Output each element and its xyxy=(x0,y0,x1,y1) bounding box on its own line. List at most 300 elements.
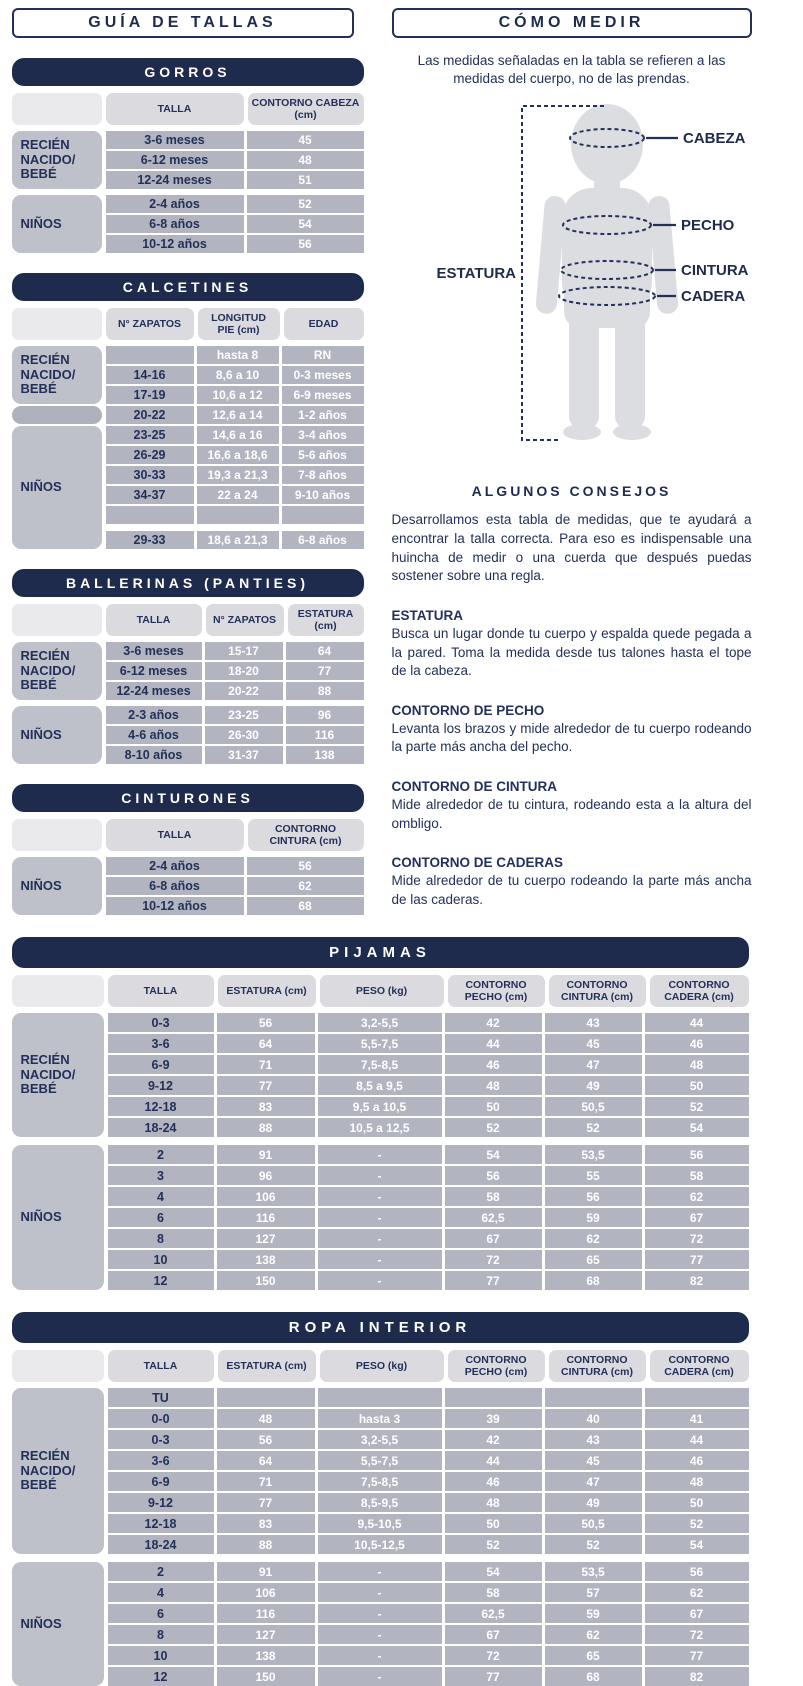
table-cell: 12-24 meses xyxy=(106,171,244,189)
table-cell: 50 xyxy=(445,1514,542,1533)
table-cell: 29-33 xyxy=(106,531,194,549)
table-cell: 54 xyxy=(645,1535,749,1554)
table-row xyxy=(108,1493,749,1512)
column-header: N° ZAPATOS xyxy=(206,604,284,636)
table-cell: 41 xyxy=(645,1409,749,1428)
table-cell xyxy=(106,506,194,524)
table-cell: 4 xyxy=(108,1187,214,1206)
como-medir-intro: Las medidas señaladas en la tabla se refieren a las medidas del cuerpo, no de las prendas. xyxy=(392,52,752,88)
table-cell: 52 xyxy=(645,1514,749,1533)
tip-heading: CONTORNO DE CINTURA xyxy=(392,779,752,794)
column-header: ESTATURA (cm) xyxy=(218,975,316,1007)
table-cell: 12-18 xyxy=(108,1097,214,1116)
table-cell: 48 xyxy=(445,1493,542,1512)
table-cell: 77 xyxy=(445,1271,542,1290)
column-header: ESTATURA (cm) xyxy=(288,604,364,636)
table-section xyxy=(12,1013,749,1137)
table-calcetines xyxy=(12,273,364,549)
table-cell: 23-25 xyxy=(205,706,283,724)
table-cell: - xyxy=(318,1250,442,1269)
column-header-empty xyxy=(12,604,102,636)
table-cell: 58 xyxy=(445,1583,542,1602)
table-cell: 6 xyxy=(108,1208,214,1227)
calcetines-banner: CALCETINES xyxy=(12,273,364,301)
table-cell: 44 xyxy=(645,1013,749,1032)
table-row xyxy=(108,1451,749,1470)
table-cell: - xyxy=(318,1667,442,1686)
table-row xyxy=(106,486,364,504)
table-cell: 50 xyxy=(645,1076,749,1095)
table-cell xyxy=(645,1388,749,1407)
table-row xyxy=(106,131,364,149)
column-header: ESTATURA (cm) xyxy=(218,1350,316,1382)
table-row xyxy=(106,195,364,213)
table-cell: 6-12 meses xyxy=(106,662,202,680)
table-cell: 54 xyxy=(445,1145,542,1164)
group-label: NIÑOS xyxy=(12,1145,104,1290)
table-row xyxy=(108,1118,749,1137)
table-cell: 12 xyxy=(108,1667,214,1686)
table-cell xyxy=(318,1388,442,1407)
table-cell: 56 xyxy=(247,235,364,253)
table-cell: - xyxy=(318,1604,442,1623)
table-row xyxy=(108,1229,749,1248)
calcetines-body xyxy=(12,346,364,549)
child-silhouette-diagram xyxy=(392,100,752,468)
table-cell: 18-24 xyxy=(108,1535,214,1554)
tip-text: Mide alrededor de tu cintura, rodeando esta a la altura del ombligo. xyxy=(392,796,752,833)
column-header: CONTORNO CINTURA (cm) xyxy=(549,1350,646,1382)
table-cell: 26-30 xyxy=(205,726,283,744)
table-cell: 0-3 meses xyxy=(282,366,364,384)
group-label: RECIÉN NACIDO/ BEBÉ xyxy=(12,1013,104,1137)
table-section xyxy=(12,346,364,404)
table-cell: 48 xyxy=(645,1472,749,1491)
table-cell: 44 xyxy=(645,1430,749,1449)
table-cell: - xyxy=(318,1583,442,1602)
ropa-interior-body xyxy=(12,1388,749,1686)
table-cell: 9,5 a 10,5 xyxy=(318,1097,442,1116)
table-cell: 46 xyxy=(645,1451,749,1470)
table-cell: 9,5-10,5 xyxy=(318,1514,442,1533)
table-cell: 53,5 xyxy=(545,1145,642,1164)
table-cell: 49 xyxy=(545,1493,642,1512)
table-cell: 22 a 24 xyxy=(197,486,279,504)
table-cell xyxy=(545,1388,642,1407)
column-header: LONGITUD PIE (cm) xyxy=(198,308,280,340)
table-cell: 116 xyxy=(217,1604,315,1623)
table-cell: 83 xyxy=(217,1097,315,1116)
table-cell: 56 xyxy=(217,1430,315,1449)
table-cell: 42 xyxy=(445,1430,542,1449)
table-cell: 50 xyxy=(445,1097,542,1116)
column-header-empty xyxy=(12,93,102,125)
cintura-label: CINTURA xyxy=(681,262,749,279)
group-label: NIÑOS xyxy=(12,1562,104,1686)
table-row xyxy=(106,151,364,169)
table-cell: - xyxy=(318,1625,442,1644)
table-cell: 12-18 xyxy=(108,1514,214,1533)
table-row xyxy=(106,386,364,404)
table-section xyxy=(12,1145,749,1290)
table-cell: 58 xyxy=(645,1166,749,1185)
table-cell: 14,6 a 16 xyxy=(197,426,279,444)
table-cell: 56 xyxy=(247,857,364,875)
table-row xyxy=(106,746,364,764)
table-cell: 138 xyxy=(217,1646,315,1665)
column-header: CONTORNO CABEZA (cm) xyxy=(248,93,364,125)
table-rows xyxy=(108,1388,749,1554)
table-cell: 67 xyxy=(445,1229,542,1248)
table-cell: 46 xyxy=(445,1055,542,1074)
table-cell: - xyxy=(318,1229,442,1248)
table-cell: 45 xyxy=(545,1034,642,1053)
full-width-tables xyxy=(2,937,802,1686)
size-guide-column xyxy=(2,8,364,915)
table-cell: 3-6 xyxy=(108,1034,214,1053)
table-cell: 82 xyxy=(645,1271,749,1290)
table-cell: 77 xyxy=(645,1250,749,1269)
table-rows xyxy=(106,406,364,424)
table-cell: 56 xyxy=(645,1562,749,1581)
table-cell: 45 xyxy=(247,131,364,149)
table-row xyxy=(108,1604,749,1623)
table-section xyxy=(12,195,364,253)
table-row xyxy=(106,235,364,253)
table-cell: 96 xyxy=(217,1166,315,1185)
table-cell: 77 xyxy=(445,1667,542,1686)
table-cell xyxy=(106,346,194,364)
table-cell: 2 xyxy=(108,1145,214,1164)
table-cell: 26-29 xyxy=(106,446,194,464)
table-cell: 15-17 xyxy=(205,642,283,660)
table-cell: 72 xyxy=(445,1250,542,1269)
estatura-label: ESTATURA xyxy=(436,265,516,282)
table-cell: 6-9 xyxy=(108,1472,214,1491)
table-row xyxy=(106,426,364,444)
table-row xyxy=(108,1271,749,1290)
table-cell: 77 xyxy=(217,1493,315,1512)
table-cell: 53,5 xyxy=(545,1562,642,1581)
table-row xyxy=(106,171,364,189)
table-cell: 2-3 años xyxy=(106,706,202,724)
table-cell: 54 xyxy=(645,1118,749,1137)
table-cell: 43 xyxy=(545,1430,642,1449)
table-ropa-interior xyxy=(12,1312,749,1686)
table-cell: 8 xyxy=(108,1625,214,1644)
table-cell: 3-4 años xyxy=(282,426,364,444)
table-cell: 43 xyxy=(545,1013,642,1032)
table-cell: 12 xyxy=(108,1271,214,1290)
pijamas-banner: PIJAMAS xyxy=(12,937,749,968)
table-row xyxy=(108,1055,749,1074)
table-cell: 17-19 xyxy=(106,386,194,404)
table-cell: 62 xyxy=(645,1187,749,1206)
table-cell: 52 xyxy=(247,195,364,213)
table-cell: - xyxy=(318,1271,442,1290)
table-cell: 9-12 xyxy=(108,1076,214,1095)
table-rows xyxy=(106,426,364,549)
table-cell: hasta 8 xyxy=(197,346,279,364)
como-medir-column xyxy=(364,8,803,915)
table-cell: 64 xyxy=(217,1034,315,1053)
table-row xyxy=(108,1388,749,1407)
como-medir-title: CÓMO MEDIR xyxy=(392,8,752,38)
table-cell: 8,5 a 9,5 xyxy=(318,1076,442,1095)
table-cell: 3 xyxy=(108,1166,214,1185)
table-section xyxy=(12,406,364,424)
table-cell: 1-2 años xyxy=(282,406,364,424)
table-cell: 8,5-9,5 xyxy=(318,1493,442,1512)
tip-text: Levanta los brazos y mide alrededor de tu cuerpo rodeando la parte más ancha del pecho. xyxy=(392,720,752,757)
table-cell: 49 xyxy=(545,1076,642,1095)
table-cell: 5,5-7,5 xyxy=(318,1034,442,1053)
table-cell: 20-22 xyxy=(106,406,194,424)
table-cell: 8 xyxy=(108,1229,214,1248)
table-cell: 3,2-5,5 xyxy=(318,1430,442,1449)
table-cell: 20-22 xyxy=(205,682,283,700)
table-rows xyxy=(108,1562,749,1686)
cadera-label: CADERA xyxy=(681,288,745,305)
table-cell: 138 xyxy=(286,746,364,764)
table-cell: 10-12 años xyxy=(106,897,244,915)
table-cell: 62 xyxy=(247,877,364,895)
table-cell: 2-4 años xyxy=(106,195,244,213)
table-row xyxy=(106,877,364,895)
table-row xyxy=(106,406,364,424)
table-rows xyxy=(106,131,364,189)
table-cell: 67 xyxy=(645,1604,749,1623)
table-row xyxy=(106,346,364,364)
calcetines-header-row xyxy=(12,308,364,340)
table-cell: 72 xyxy=(645,1229,749,1248)
column-header: TALLA xyxy=(106,604,202,636)
table-cell: 19,3 a 21,3 xyxy=(197,466,279,484)
table-rows xyxy=(106,346,364,404)
table-cell: 52 xyxy=(445,1118,542,1137)
size-guide-page xyxy=(2,0,802,1649)
table-cell: 47 xyxy=(545,1055,642,1074)
table-cell: 23-25 xyxy=(106,426,194,444)
column-header-empty xyxy=(12,1350,104,1382)
table-cell: 44 xyxy=(445,1034,542,1053)
table-cell: 50,5 xyxy=(545,1097,642,1116)
group-label: RECIÉN NACIDO/ BEBÉ xyxy=(12,1388,104,1554)
table-row xyxy=(106,215,364,233)
table-cell: 47 xyxy=(545,1472,642,1491)
table-cell: 52 xyxy=(545,1535,642,1554)
table-cell: 91 xyxy=(217,1562,315,1581)
table-row xyxy=(106,897,364,915)
table-cell: 8-10 años xyxy=(106,746,202,764)
group-label: NIÑOS xyxy=(12,706,102,764)
table-cell: 5-6 años xyxy=(282,446,364,464)
table-cell: hasta 3 xyxy=(318,1409,442,1428)
group-label: RECIÉN NACIDO/ BEBÉ xyxy=(12,346,102,404)
table-cell: 46 xyxy=(645,1034,749,1053)
table-row xyxy=(106,726,364,744)
table-row xyxy=(108,1583,749,1602)
table-cell: 14-16 xyxy=(106,366,194,384)
table-cell: 50,5 xyxy=(545,1514,642,1533)
table-cell: 68 xyxy=(545,1271,642,1290)
table-cell: 42 xyxy=(445,1013,542,1032)
measuring-tip xyxy=(392,779,752,833)
table-cell: 46 xyxy=(445,1472,542,1491)
table-section xyxy=(12,1562,749,1686)
size-guide-title: GUÍA DE TALLAS xyxy=(12,8,354,38)
table-row xyxy=(108,1076,749,1095)
table-cell: RN xyxy=(282,346,364,364)
column-header: CONTORNO CINTURA (cm) xyxy=(248,819,364,851)
table-cell: 45 xyxy=(545,1451,642,1470)
table-row xyxy=(108,1034,749,1053)
table-cell xyxy=(197,506,279,524)
table-cell: 62 xyxy=(545,1625,642,1644)
table-row xyxy=(106,642,364,660)
column-header: EDAD xyxy=(284,308,364,340)
column-header: CONTORNO PECHO (cm) xyxy=(448,1350,545,1382)
table-cell: 52 xyxy=(445,1535,542,1554)
table-section xyxy=(12,706,364,764)
table-cell: 56 xyxy=(645,1145,749,1164)
table-row xyxy=(108,1187,749,1206)
table-gorros xyxy=(12,58,364,253)
measuring-tip xyxy=(392,703,752,757)
consejos-intro: Desarrollamos esta tabla de medidas, que te ayudará a encontrar la talla correcta. Para eso es indispensable una huincha de medir o una cuerda que después puedas sostener sobre una regla. xyxy=(392,511,752,586)
pijamas-header-row xyxy=(12,975,749,1007)
group-label: NIÑOS xyxy=(12,426,102,549)
column-header: TALLA xyxy=(106,819,244,851)
table-cell: 67 xyxy=(645,1208,749,1227)
table-cell: 50 xyxy=(645,1493,749,1512)
table-cell: 56 xyxy=(545,1187,642,1206)
table-cell: - xyxy=(318,1187,442,1206)
table-row xyxy=(108,1250,749,1269)
table-cell: 6-9 xyxy=(108,1055,214,1074)
table-cell: 10,5 a 12,5 xyxy=(318,1118,442,1137)
table-cell xyxy=(445,1388,542,1407)
table-row xyxy=(108,1097,749,1116)
table-row xyxy=(108,1535,749,1554)
table-cell: 18-20 xyxy=(205,662,283,680)
table-row xyxy=(108,1145,749,1164)
table-rows xyxy=(106,195,364,253)
table-cell: 106 xyxy=(217,1583,315,1602)
table-row xyxy=(108,1667,749,1686)
ropa-interior-banner: ROPA INTERIOR xyxy=(12,1312,749,1343)
table-cell: 12,6 a 14 xyxy=(197,406,279,424)
table-cell: 57 xyxy=(545,1583,642,1602)
table-cell: 6 xyxy=(108,1604,214,1623)
table-row xyxy=(108,1514,749,1533)
column-header: CONTORNO CADERA (cm) xyxy=(650,975,749,1007)
group-label: NIÑOS xyxy=(12,195,102,253)
table-cell: 0-3 xyxy=(108,1013,214,1032)
cinturones-body xyxy=(12,857,364,915)
table-cell: 3-6 meses xyxy=(106,131,244,149)
table-cell: 77 xyxy=(286,662,364,680)
table-row xyxy=(108,1646,749,1665)
cabeza-label: CABEZA xyxy=(683,130,746,147)
column-header-empty xyxy=(12,975,104,1007)
table-cell: 39 xyxy=(445,1409,542,1428)
table-row xyxy=(106,857,364,875)
table-cell: 10 xyxy=(108,1250,214,1269)
table-cell: 56 xyxy=(445,1166,542,1185)
table-row xyxy=(106,366,364,384)
top-area xyxy=(2,0,802,915)
tip-text: Mide alrededor de tu cuerpo rodeando la parte más ancha de las caderas. xyxy=(392,872,752,909)
gorros-body xyxy=(12,131,364,253)
table-cell: 48 xyxy=(645,1055,749,1074)
table-row xyxy=(106,531,364,549)
table-cell: 52 xyxy=(545,1118,642,1137)
table-cell: 0-0 xyxy=(108,1409,214,1428)
table-cell: 52 xyxy=(645,1097,749,1116)
table-cell: 6-9 meses xyxy=(282,386,364,404)
table-rows xyxy=(106,857,364,915)
column-header: CONTORNO CINTURA (cm) xyxy=(549,975,646,1007)
table-cell: 91 xyxy=(217,1145,315,1164)
column-header: TALLA xyxy=(108,975,214,1007)
table-cell: 4 xyxy=(108,1583,214,1602)
table-cell: 30-33 xyxy=(106,466,194,484)
table-section xyxy=(12,131,364,189)
ropa-interior-header-row xyxy=(12,1350,749,1382)
group-label: RECIÉN NACIDO/ BEBÉ xyxy=(12,642,102,700)
table-cell: 116 xyxy=(286,726,364,744)
column-header: CONTORNO PECHO (cm) xyxy=(448,975,545,1007)
table-cell: - xyxy=(318,1166,442,1185)
table-cell: 0-3 xyxy=(108,1430,214,1449)
table-cell: 16,6 a 18,6 xyxy=(197,446,279,464)
column-header: PESO (kg) xyxy=(320,1350,444,1382)
group-label xyxy=(12,406,102,424)
table-cell: 6-8 años xyxy=(106,877,244,895)
column-header-empty xyxy=(12,819,102,851)
cinturones-banner: CINTURONES xyxy=(12,784,364,812)
table-cell: 10 xyxy=(108,1646,214,1665)
table-section xyxy=(12,857,364,915)
table-cell: 82 xyxy=(645,1667,749,1686)
table-cell: 96 xyxy=(286,706,364,724)
table-row xyxy=(106,662,364,680)
column-header: TALLA xyxy=(106,93,244,125)
ballerinas-banner: BALLERINAS (PANTIES) xyxy=(12,569,364,597)
pecho-label: PECHO xyxy=(681,217,735,234)
table-cell: 18-24 xyxy=(108,1118,214,1137)
table-cell: 71 xyxy=(217,1055,315,1074)
table-rows xyxy=(106,642,364,700)
table-cell: 3,2-5,5 xyxy=(318,1013,442,1032)
table-section xyxy=(12,426,364,549)
table-cell: 59 xyxy=(545,1208,642,1227)
table-cell: 10-12 años xyxy=(106,235,244,253)
table-row xyxy=(108,1013,749,1032)
table-cell: 54 xyxy=(445,1562,542,1581)
table-cell: 40 xyxy=(545,1409,642,1428)
table-cell: 6-12 meses xyxy=(106,151,244,169)
table-row xyxy=(108,1472,749,1491)
table-row xyxy=(108,1166,749,1185)
table-cell: 67 xyxy=(445,1625,542,1644)
child-silhouette xyxy=(535,104,679,440)
tip-heading: ESTATURA xyxy=(392,608,752,623)
table-cell: 12-24 meses xyxy=(106,682,202,700)
table-cell: 10,6 a 12 xyxy=(197,386,279,404)
pijamas-body xyxy=(12,1013,749,1290)
